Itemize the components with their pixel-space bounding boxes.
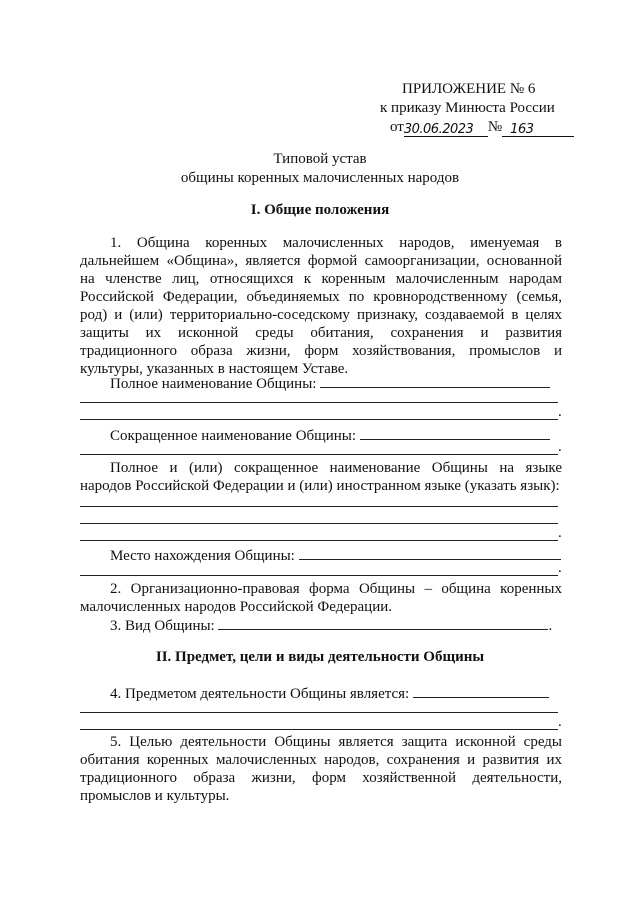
number-value: 163 xyxy=(510,122,534,137)
subject-blank xyxy=(413,683,549,698)
period: . xyxy=(558,404,562,420)
annex-date-line xyxy=(390,118,574,137)
number-prefix: № xyxy=(487,119,503,135)
period: . xyxy=(558,714,562,730)
kind-blank xyxy=(218,615,548,630)
doc-title-line2: общины коренных малочисленных народов xyxy=(180,170,460,186)
clause-5: 5. Целью деятельности Общины является защита исконной среды обитания коренных малочисленных народов, сохранения и развития их традиционного образа жизни, форм хозяйственной деятельности, промыслов и культуры. xyxy=(80,734,562,804)
full-name-label: Полное наименование Общины: xyxy=(110,376,317,392)
clause-2: 2. Организационно-правовая форма Общины – община коренных малочисленных народов Российской Федерации. xyxy=(80,581,562,615)
date-prefix: от xyxy=(390,119,404,135)
subject-label: 4. Предметом деятельности Общины является: xyxy=(110,686,410,702)
date-value: 30.06.2023 xyxy=(403,122,474,137)
period: . xyxy=(548,618,553,634)
subject-field xyxy=(80,683,592,703)
full-name-blank xyxy=(320,373,550,388)
location-blank xyxy=(299,545,561,560)
blank-line xyxy=(80,419,558,420)
annex-order: к приказу Минюста России xyxy=(380,100,555,116)
section2-heading: II. Предмет, цели и виды деятельности Общины xyxy=(155,649,485,665)
blank-line xyxy=(80,454,558,455)
period: . xyxy=(558,525,562,541)
location-field xyxy=(80,545,592,565)
period: . xyxy=(558,560,562,576)
short-name-blank xyxy=(360,425,550,440)
short-name-field xyxy=(80,425,592,445)
blank-line xyxy=(80,712,558,713)
blank-line xyxy=(80,540,558,541)
doc-title-line1: Типовой устав xyxy=(273,151,367,167)
full-name-field xyxy=(80,373,592,393)
annex-title: ПРИЛОЖЕНИЕ № 6 xyxy=(402,81,536,97)
blank-line xyxy=(80,523,558,524)
number-field xyxy=(502,120,574,137)
section1-heading: I. Общие положения xyxy=(250,202,390,218)
short-name-label: Сокращенное наименование Общины: xyxy=(110,428,357,444)
date-field xyxy=(404,120,488,137)
blank-line xyxy=(80,575,558,576)
blank-line xyxy=(80,506,558,507)
location-label: Место нахождения Общины: xyxy=(110,548,295,564)
clause-1: 1. Община коренных малочисленных народов, именуемая в дальнейшем «Община», является формой самоорганизации, основанной на членстве лиц, относящихся к коренным малочисленным народам Российской Федерации, объединяемых по кровнородственному (семья, род) и (или) территориально-соседскому признаку, создаваемой в целях защиты их исконной среды обитания, сохранения и развития традиционного образа жизни, форм хозяйствования, промыслов и культуры, указанных в настоящем Уставе. xyxy=(80,235,562,377)
lang-name-text: Полное и (или) сокращенное наименование Общины на языке народов Российской Федерации и (или) иностранном языке (указать язык): xyxy=(80,460,562,494)
kind-field xyxy=(80,615,592,635)
kind-label: 3. Вид Общины: xyxy=(110,618,215,634)
blank-line xyxy=(80,729,558,730)
period: . xyxy=(558,439,562,455)
blank-line xyxy=(80,402,558,403)
